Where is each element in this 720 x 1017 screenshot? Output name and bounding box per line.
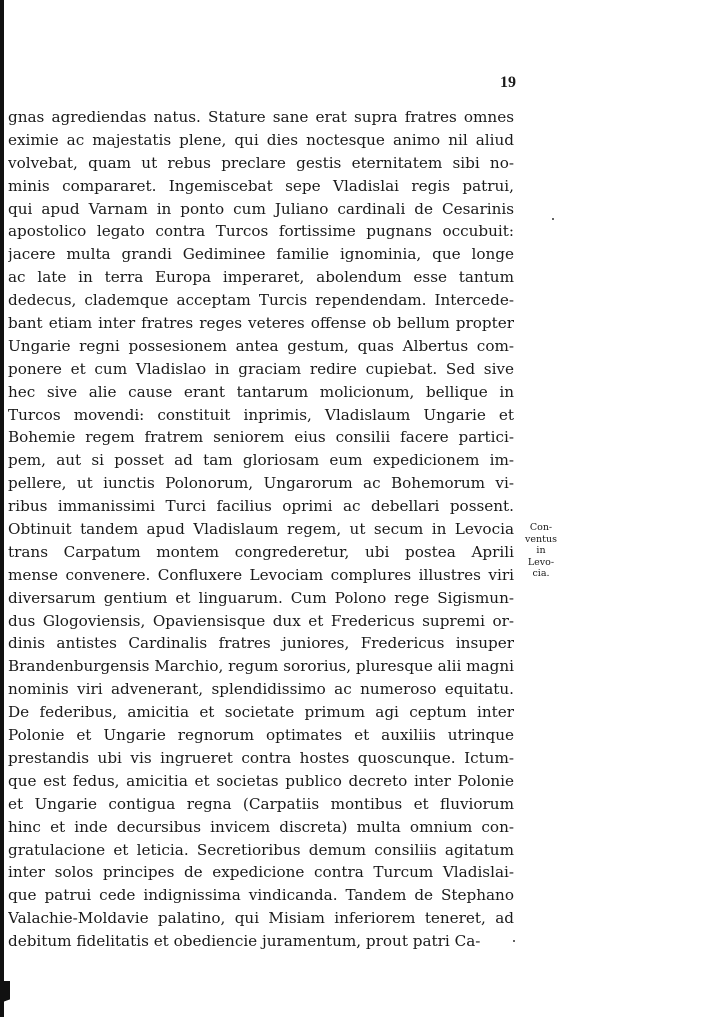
scan-corner-mark (0, 981, 10, 1017)
text-line: gnas agrediendas natus. Stature sane erat supra fratres omnes (8, 108, 514, 126)
margin-note-line: cia. (532, 568, 550, 580)
text-line: dus Glogoviensis, Opaviensisque dux et Fredericus supremi or- (8, 611, 514, 630)
text-line: prestandis ubi vis ingrueret contra hostes quoscunque. Ictum- (8, 748, 514, 767)
text-line: nominis viri advenerant, splendidissimo ac numeroso equitatu. (8, 680, 514, 699)
margin-note-line: Levo- (527, 556, 555, 568)
text-line: gratulacione et leticia. Secretioribus demum consiliis agitatum (8, 840, 514, 859)
text-line: inter solos principes de expedicione contra Turcum Vladislai- (8, 863, 514, 882)
scan-speck (552, 218, 554, 220)
text-line: pem, aut si posset ad tam gloriosam eum expedicionem im- (8, 451, 514, 470)
text-line: Ungarie regni possesionem antea gestum, quas Albertus com- (8, 336, 514, 355)
text-line: ac late in terra Europa imperaret, abolendum esse tantum (8, 268, 514, 287)
text-line: Brandenburgensis Marchio, regum sororius, pluresque alii magni (8, 657, 514, 676)
text-line: hinc et inde decursibus invicem discreta) multa omnium con- (8, 817, 514, 836)
text-line: Obtinuit tandem apud Vladislaum regem, ut secum in Levocia (8, 520, 514, 539)
text-line: dinis antistes Cardinalis fratres juniores, Fredericus insuper (8, 634, 514, 653)
margin-note-line: Con- (529, 522, 553, 533)
text-line: que patrui cede indignissima vindicanda. Tandem de Stephano (8, 886, 514, 905)
text-line: dedecus, clademque acceptam Turcis rependendam. Intercede- (8, 291, 514, 310)
scan-left-edge (0, 0, 4, 1017)
text-line: mense convenere. Confluxere Levociam complures illustres viri (8, 565, 514, 584)
text-line: De federibus, amicitia et societate primum agi ceptum inter (8, 703, 514, 722)
text-line: pellere, ut iunctis Polonorum, Ungarorum ac Bohemorum vi- (8, 474, 514, 493)
text-line: volvebat, quam ut rebus preclare gestis eternitatem sibi no- (8, 153, 514, 172)
text-line: hec sive alie cause erant tantarum molicionum, bellique in (8, 382, 514, 401)
text-line: Polonie et Ungarie regnorum optimates et auxiliis utrinque (8, 726, 514, 745)
text-line: apostolico legato contra Turcos fortissime pugnans occubuit: (8, 222, 514, 241)
text-line: debitum fidelitatis et obediencie juramentum, prout patri Ca- (8, 932, 481, 951)
text-line: minis compararet. Ingemiscebat sepe Vladislai regis patrui, (8, 176, 514, 195)
text-line: et Ungarie contigua regna (Carpatiis montibus et fluviorum (8, 794, 514, 813)
text-line: qui apud Varnam in ponto cum Juliano cardinali de Cesarinis (8, 199, 514, 218)
margin-note-line: in (536, 545, 546, 557)
text-line: bant etiam inter fratres reges veteres offense ob bellum propter (8, 314, 514, 333)
text-line: ponere et cum Vladislao in graciam redire cupiebat. Sed sive (8, 359, 514, 378)
page-number: 19 (500, 74, 516, 91)
margin-note-line: ventus (525, 533, 557, 545)
text-line: diversarum gentium et linguarum. Cum Polono rege Sigismun- (8, 588, 514, 607)
text-line: que est fedus, amicitia et societas publico decreto inter Polonie (8, 771, 514, 790)
text-line: Turcos movendi: constituit inprimis, Vladislaum Ungarie et (8, 405, 514, 424)
text-line: eximie ac majestatis plene, qui dies noctesque animo nil aliud (8, 130, 514, 149)
text-line: Bohemie regem fratrem seniorem eius consilii facere partici- (8, 428, 514, 447)
text-line: ribus immanissimi Turci facilius oprimi ac debellari possent. (8, 497, 514, 516)
margin-note (518, 522, 564, 580)
body-text (8, 106, 514, 953)
scan-speck (513, 940, 515, 942)
text-line: jacere multa grandi Gediminee familie ignominia, que longe (8, 245, 514, 264)
text-line: trans Carpatum montem congrederetur, ubi postea Aprili (8, 542, 514, 561)
text-line: Valachie-Moldavie palatino, qui Misiam inferiorem teneret, ad (8, 909, 514, 928)
